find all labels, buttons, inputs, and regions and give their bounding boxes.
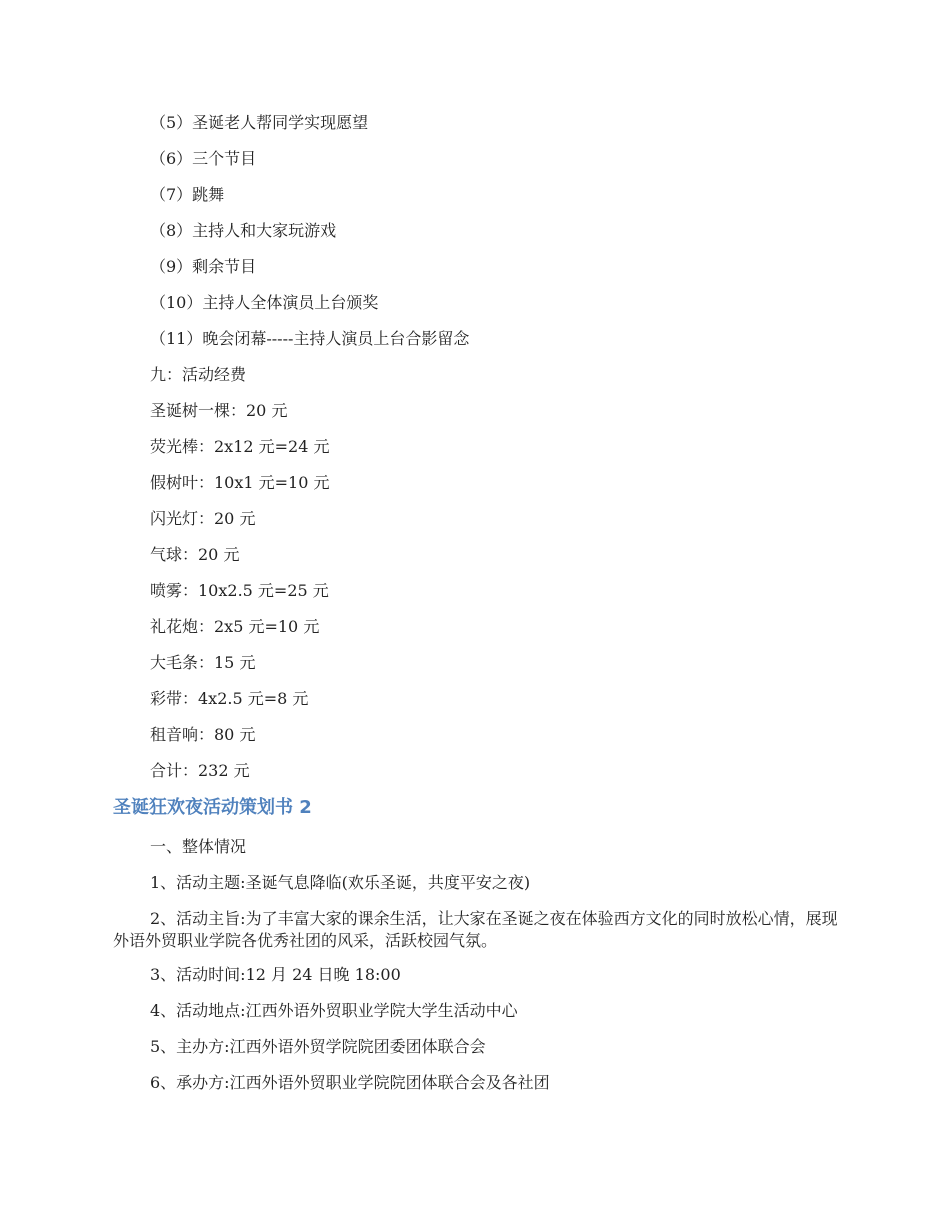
activity-organizer: 5、主办方:江西外语外贸学院院团委团体联合会 [150,1037,486,1056]
activity-purpose: 2、活动主旨:为了丰富大家的课余生活，让大家在圣诞之夜在体验西方文化的同时放松心情，展现外语外贸职业学院各优秀社团的风采，活跃校园气氛。 [113,909,838,950]
program-item-10: （10）主持人全体演员上台颁奖 [150,293,379,312]
budget-item: 大毛条：15 元 [150,653,256,672]
program-item-6: （6）三个节目 [150,149,257,168]
budget-item: 荧光棒：2x12 元=24 元 [150,437,330,456]
budget-item: 礼花炮：2x5 元=10 元 [150,617,320,636]
program-item-7: （7）跳舞 [150,185,225,204]
program-item-5: （5）圣诞老人帮同学实现愿望 [150,113,369,132]
overview-heading: 一、整体情况 [150,837,247,856]
activity-undertaker: 6、承办方:江西外语外贸职业学院院团体联合会及各社团 [150,1073,550,1092]
budget-total: 合计：232 元 [150,761,250,780]
budget-item: 气球：20 元 [150,545,240,564]
program-item-9: （9）剩余节目 [150,257,257,276]
activity-theme: 1、活动主题:圣诞气息降临(欢乐圣诞，共度平安之夜) [150,873,531,892]
budget-item: 假树叶：10x1 元=10 元 [150,473,330,492]
budget-item: 圣诞树一棵：20 元 [150,401,288,420]
budget-item: 喷雾：10x2.5 元=25 元 [150,581,329,600]
budget-item: 闪光灯：20 元 [150,509,256,528]
budget-heading: 九：活动经费 [150,365,247,384]
activity-location: 4、活动地点:江西外语外贸职业学院大学生活动中心 [150,1001,518,1020]
activity-time: 3、活动时间:12 月 24 日晚 18:00 [150,965,401,984]
program-item-8: （8）主持人和大家玩游戏 [150,221,337,240]
budget-item: 彩带：4x2.5 元=8 元 [150,689,309,708]
section-title: 圣诞狂欢夜活动策划书 2 [113,797,312,818]
budget-item: 租音响：80 元 [150,725,256,744]
program-item-11: （11）晚会闭幕-----主持人演员上台合影留念 [150,329,470,348]
